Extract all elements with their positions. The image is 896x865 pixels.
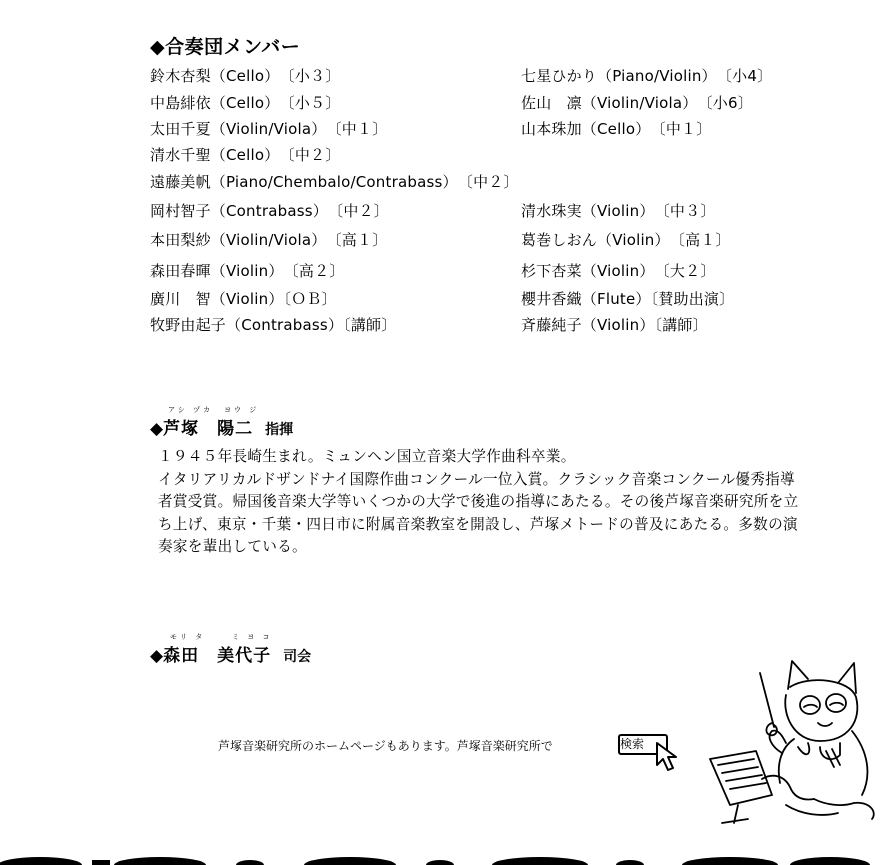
bio-line: ち上げ、東京・千葉・四日市に附属音楽教室を開設し、芦塚メトードの普及にあたる。多数の演 — [158, 515, 798, 533]
member-entry: 清水珠実（Violin） 〔中３〕 — [521, 202, 716, 220]
member-entry: 櫻井香織（Flute）〔賛助出演〕 — [521, 290, 735, 308]
host-diamond: ◆ — [150, 646, 164, 666]
member-entry: 本田梨紗（Violin/Viola） 〔高１〕 — [150, 231, 388, 249]
host-ruby-given: ミ ヨ コ — [232, 633, 273, 641]
bio-line: １９４５年長崎生まれ。ミュンヘン国立音楽大学作曲科卒業。 — [158, 448, 576, 465]
member-entry: 鈴木杏梨（Cello） 〔小３〕 — [150, 67, 341, 85]
member-entry: 杉下杏菜（Violin） 〔大２〕 — [521, 262, 716, 280]
conductor-heading — [150, 414, 293, 439]
decorative-border — [0, 848, 896, 865]
conductor-bio — [158, 446, 858, 559]
member-entry: 遠藤美帆（Piano/Chembalo/Contrabass） 〔中２〕 — [150, 173, 519, 191]
conductor-ruby-given: ヨウ ジ — [224, 406, 260, 414]
member-entry: 牧野由起子（Contrabass）〔講師〕 — [150, 316, 397, 334]
search-button[interactable]: 検索 — [618, 734, 668, 755]
member-entry: 廣川 智（Violin）〔ＯＢ〕 — [150, 290, 337, 308]
member-entry: 葛巻しおん（Violin） 〔高１〕 — [521, 231, 731, 249]
cat-conductor-illustration — [702, 655, 882, 825]
member-entry: 斉藤純子（Violin）〔講師〕 — [521, 316, 708, 334]
conductor-ruby-family: アシ ヅカ — [168, 406, 213, 414]
members-section-title: ◆合奏団メンバー — [150, 36, 301, 58]
bio-line: 奏家を輩出している。 — [158, 538, 307, 555]
pointer-cursor-icon — [654, 741, 684, 773]
host-role: 司会 — [283, 649, 312, 665]
member-entry: 七星ひかり（Piano/Violin） 〔小4〕 — [521, 67, 773, 85]
host-name: 森田 美代子 — [163, 646, 272, 666]
member-entry: 岡村智子（Contrabass） 〔中２〕 — [150, 202, 389, 220]
bio-line: イタリアリカルドザンドナイ国際作曲コンクール一位入賞。クラシック音楽コンクール優秀指導 — [158, 470, 795, 488]
member-entry: 太田千夏（Violin/Viola） 〔中１〕 — [150, 120, 388, 138]
homepage-text: 芦塚音楽研究所のホームページもあります。芦塚音楽研究所で — [218, 739, 553, 753]
host-heading — [150, 641, 311, 666]
member-entry: 中島緋依（Cello） 〔小５〕 — [150, 94, 341, 112]
member-entry: 森田春暉（Violin） 〔高２〕 — [150, 262, 345, 280]
conductor-diamond: ◆ — [150, 419, 164, 439]
member-entry: 山本珠加（Cello） 〔中１〕 — [521, 120, 712, 138]
bio-line: 者賞受賞。帰国後音楽大学等いくつかの大学で後進の指導にあたる。その後芦塚音楽研究所を立 — [158, 493, 799, 510]
host-ruby-family: モリ タ — [170, 633, 206, 641]
member-entry: 佐山 凛（Violin/Viola） 〔小6〕 — [521, 94, 753, 112]
conductor-name: 芦塚 陽二 — [163, 419, 254, 439]
member-entry: 清水千聖（Cello） 〔中２〕 — [150, 146, 341, 164]
conductor-role: 指揮 — [265, 422, 294, 438]
